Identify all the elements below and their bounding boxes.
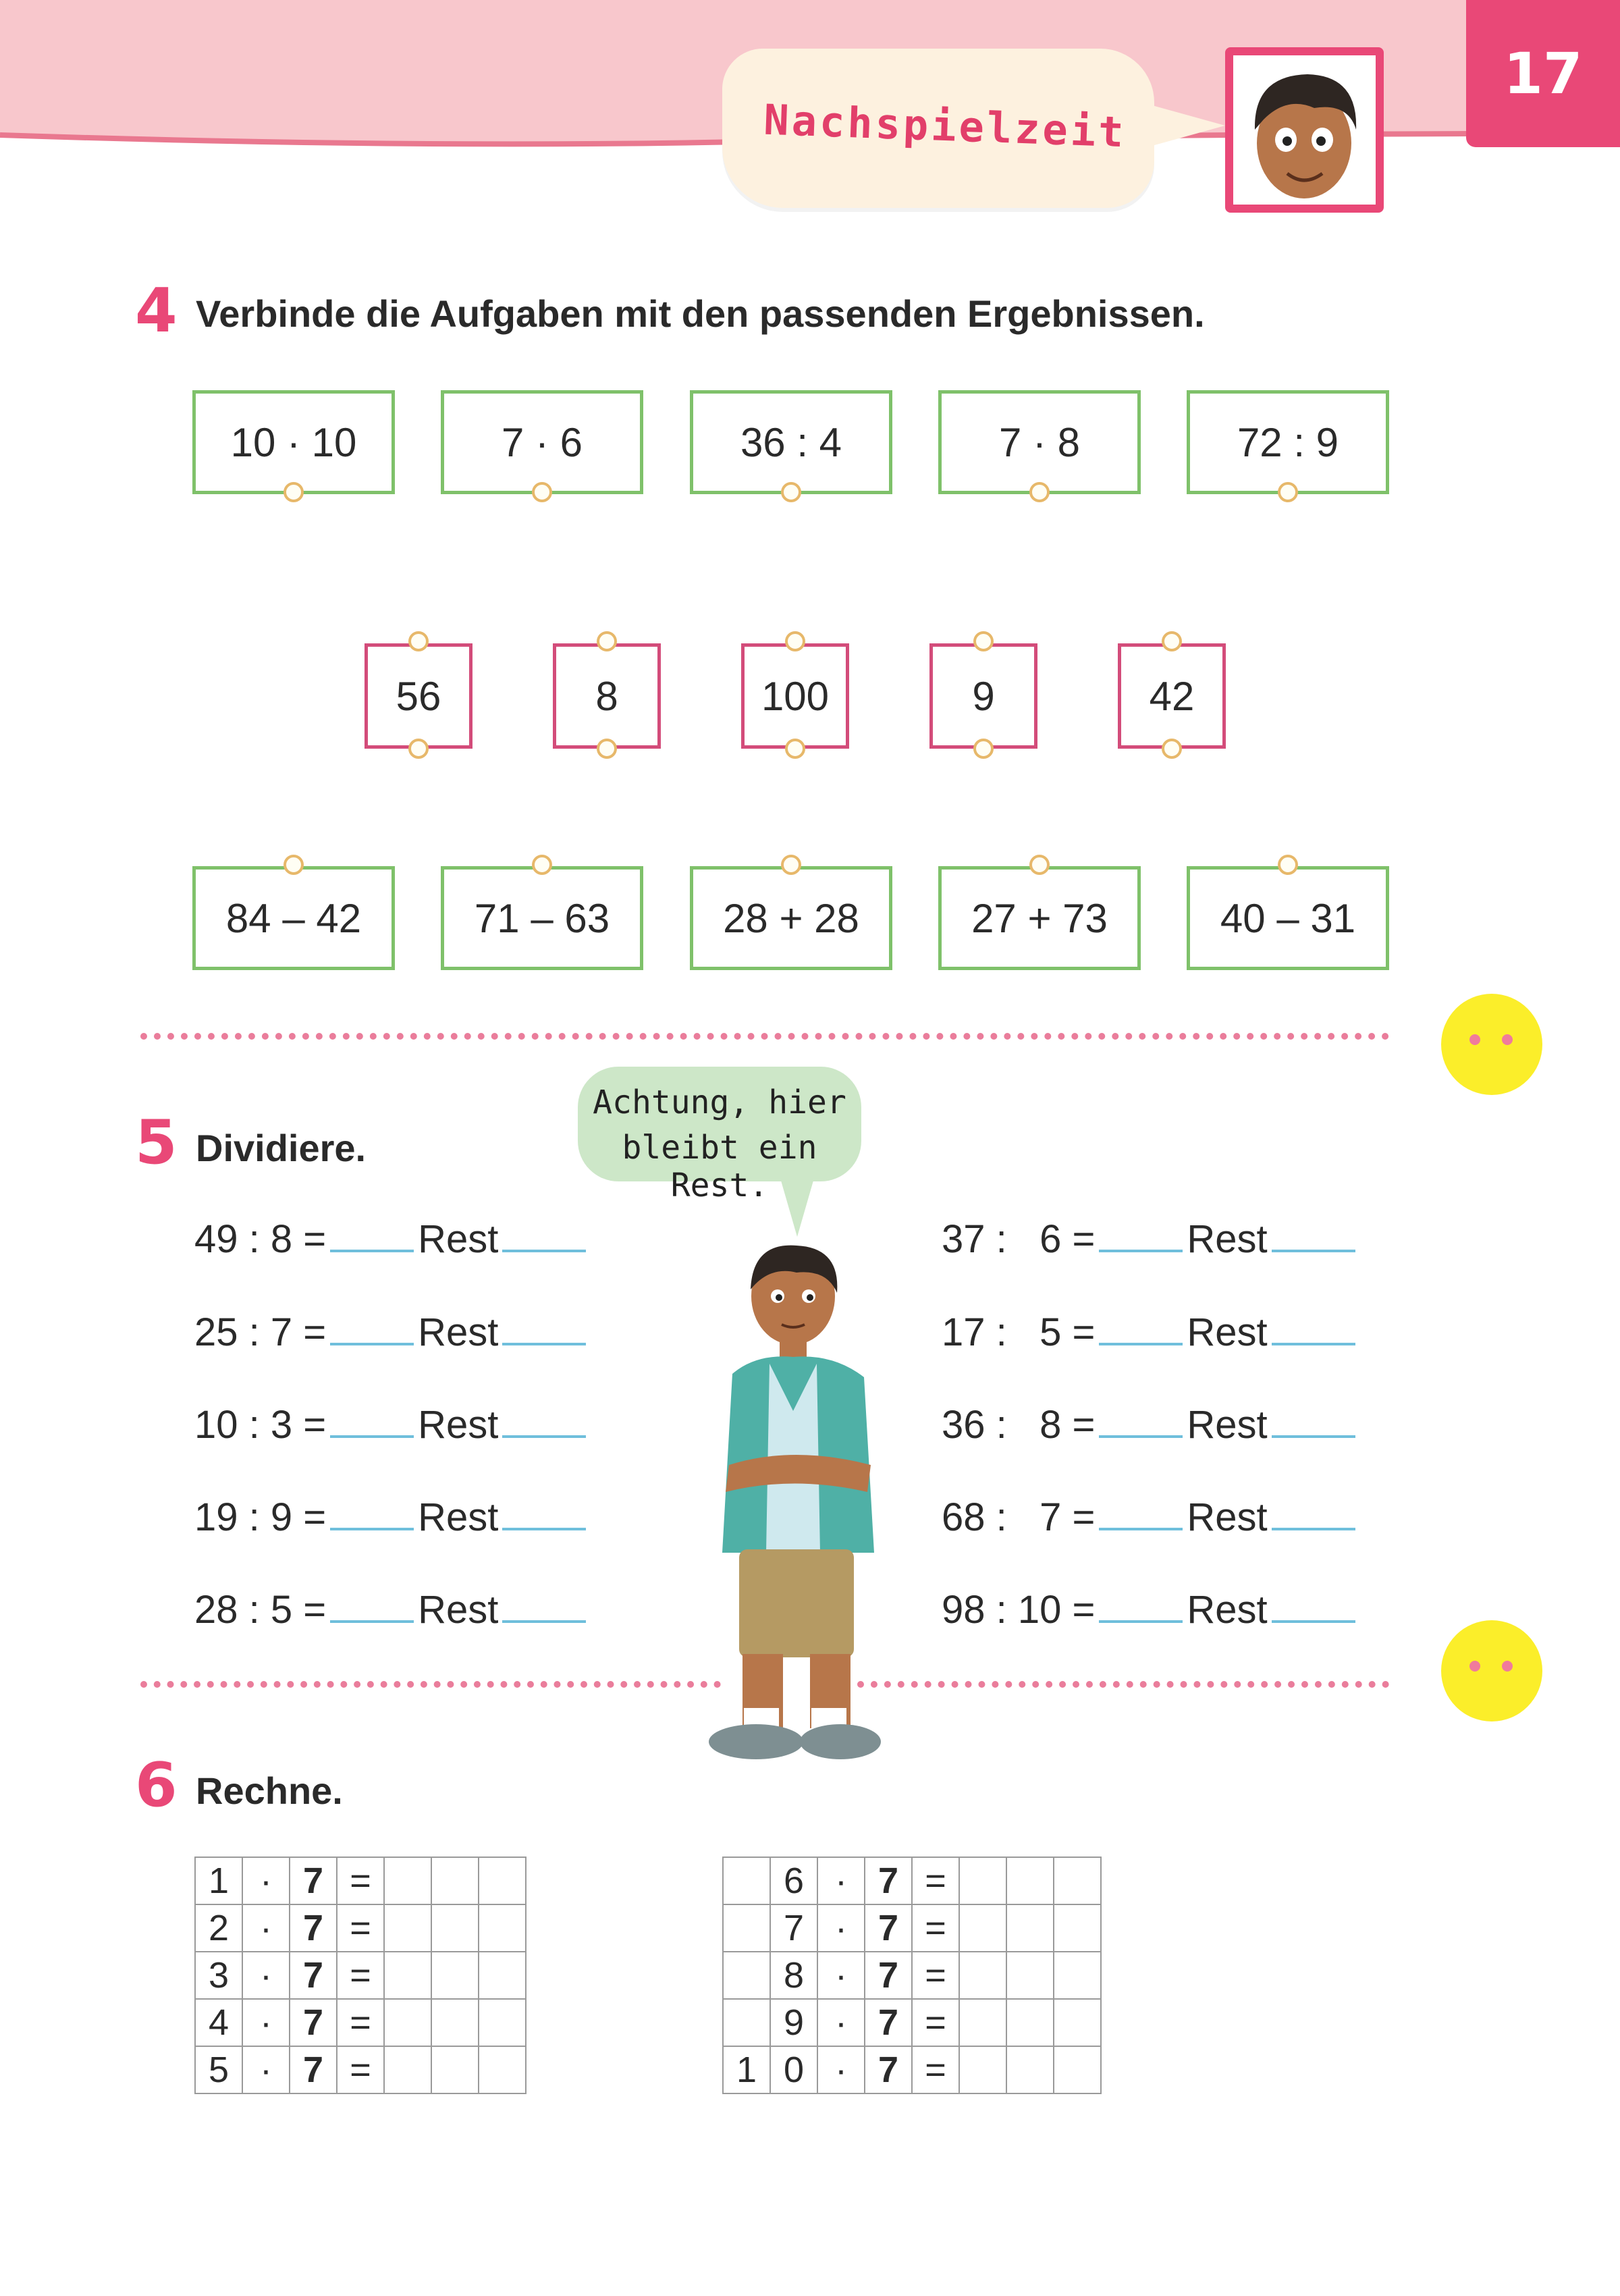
grid-cell: 7 <box>865 1999 912 2046</box>
connector-dot[interactable] <box>284 482 304 502</box>
division-task: 98 : 10 = <box>942 1588 1096 1632</box>
connector-dot[interactable] <box>785 631 805 651</box>
grid-cell: · <box>242 1952 290 1999</box>
answer-cell[interactable] <box>1006 1904 1054 1952</box>
division-row <box>194 1587 590 1632</box>
grid-cell <box>723 1857 770 1904</box>
grid-cell: · <box>817 2046 865 2093</box>
division-row <box>942 1587 1359 1632</box>
result-box: 42 <box>1118 643 1226 749</box>
exercise-5-instruction: Dividiere. <box>196 1127 367 1169</box>
division-row <box>942 1217 1359 1262</box>
answer-cell[interactable] <box>1006 2046 1054 2093</box>
division-row <box>194 1495 590 1540</box>
division-row <box>942 1402 1359 1447</box>
boy-face-icon <box>1233 55 1376 205</box>
grid-row <box>723 2046 1101 2093</box>
connector-dot[interactable] <box>408 739 429 759</box>
result-box: 100 <box>741 643 849 749</box>
answer-cell[interactable] <box>959 2046 1006 2093</box>
smiley-rating-icon[interactable] <box>1441 994 1542 1095</box>
result-box: 9 <box>929 643 1037 749</box>
answer-blank[interactable] <box>330 1620 414 1623</box>
division-row <box>942 1495 1359 1540</box>
grid-cell: · <box>242 1904 290 1952</box>
division-task: 25 : 7 = <box>194 1310 327 1354</box>
answer-cell[interactable] <box>479 1999 526 2046</box>
page-title: Nachspielzeit <box>763 95 1127 157</box>
section-divider <box>140 1681 721 1688</box>
grid-cell: 7 <box>290 2046 337 2093</box>
grid-row <box>723 1952 1101 1999</box>
rest-blank[interactable] <box>502 1250 586 1252</box>
grid-row <box>195 1857 526 1904</box>
connector-dot[interactable] <box>532 855 552 875</box>
connector-dot[interactable] <box>284 855 304 875</box>
grid-cell: = <box>912 1952 959 1999</box>
grid-cell: 7 <box>290 1999 337 2046</box>
grid-cell: 4 <box>195 1999 242 2046</box>
answer-cell[interactable] <box>1006 1857 1054 1904</box>
grid-cell: 0 <box>770 2046 817 2093</box>
answer-blank[interactable] <box>1099 1620 1183 1623</box>
grid-cell <box>723 1904 770 1952</box>
task-box: 27 + 73 <box>938 866 1141 970</box>
task-box: 28 + 28 <box>690 866 892 970</box>
connector-dot[interactable] <box>785 739 805 759</box>
division-row <box>194 1217 590 1262</box>
division-task: 37 : 6 = <box>942 1217 1096 1261</box>
connector-dot[interactable] <box>597 739 617 759</box>
answer-cell[interactable] <box>1006 1952 1054 1999</box>
answer-cell[interactable] <box>431 1952 479 1999</box>
answer-blank[interactable] <box>330 1528 414 1530</box>
rest-blank[interactable] <box>502 1528 586 1530</box>
result-box: 8 <box>553 643 661 749</box>
task-box: 71 – 63 <box>441 866 643 970</box>
grid-cell: = <box>337 1857 384 1904</box>
answer-cell[interactable] <box>1054 1904 1101 1952</box>
grid-row <box>195 1904 526 1952</box>
connector-dot[interactable] <box>532 482 552 502</box>
answer-cell[interactable] <box>431 1904 479 1952</box>
grid-cell: 6 <box>770 1857 817 1904</box>
boy-illustration <box>695 1242 911 1789</box>
grid-cell: 2 <box>195 1904 242 1952</box>
answer-cell[interactable] <box>384 1857 431 1904</box>
grid-row <box>723 1904 1101 1952</box>
answer-cell[interactable] <box>384 1904 431 1952</box>
grid-cell: = <box>912 1857 959 1904</box>
answer-blank[interactable] <box>330 1250 414 1252</box>
answer-cell[interactable] <box>1054 1857 1101 1904</box>
grid-cell: 7 <box>770 1904 817 1952</box>
task-box: 36 : 4 <box>690 390 892 494</box>
division-task: 49 : 8 = <box>194 1217 327 1261</box>
grid-cell <box>723 1999 770 2046</box>
rest-blank[interactable] <box>1272 1250 1355 1252</box>
answer-cell[interactable] <box>1054 2046 1101 2093</box>
rest-label: Rest <box>418 1217 499 1261</box>
grid-cell: · <box>817 1904 865 1952</box>
grid-row <box>723 1999 1101 2046</box>
grid-row <box>195 2046 526 2093</box>
task-box: 7 · 6 <box>441 390 643 494</box>
grid-cell: · <box>817 1952 865 1999</box>
answer-cell[interactable] <box>1054 1952 1101 1999</box>
grid-cell: 7 <box>865 1952 912 1999</box>
page-number: 17 <box>1503 41 1583 107</box>
answer-blank[interactable] <box>1099 1250 1183 1252</box>
division-task: 19 : 9 = <box>194 1495 327 1539</box>
connector-dot[interactable] <box>597 631 617 651</box>
rest-label: Rest <box>418 1495 499 1539</box>
multiplication-grid-left <box>194 1857 526 2094</box>
exercise-4-instruction: Verbinde die Aufgaben mit den passenden Ergebnissen. <box>196 292 1205 335</box>
grid-cell: · <box>817 1857 865 1904</box>
avatar <box>1225 47 1384 213</box>
grid-cell: 7 <box>290 1952 337 1999</box>
rest-label: Rest <box>418 1588 499 1632</box>
answer-cell[interactable] <box>479 2046 526 2093</box>
connector-dot[interactable] <box>408 631 429 651</box>
division-task: 17 : 5 = <box>942 1310 1096 1354</box>
grid-cell <box>723 1952 770 1999</box>
division-row <box>942 1310 1359 1355</box>
task-box: 7 · 8 <box>938 390 1141 494</box>
answer-cell[interactable] <box>959 1999 1006 2046</box>
smiley-rating-icon[interactable] <box>1441 1620 1542 1721</box>
rest-label: Rest <box>1187 1217 1268 1261</box>
rest-label: Rest <box>1187 1588 1268 1632</box>
exercise-6-number: 6 <box>135 1750 178 1821</box>
answer-cell[interactable] <box>431 2046 479 2093</box>
connector-dot[interactable] <box>973 739 994 759</box>
grid-row <box>195 1952 526 1999</box>
connector-dot[interactable] <box>1162 739 1182 759</box>
connector-dot[interactable] <box>973 631 994 651</box>
grid-cell: · <box>242 1857 290 1904</box>
division-row <box>194 1310 590 1355</box>
connector-dot[interactable] <box>1162 631 1182 651</box>
task-box: 84 – 42 <box>192 866 395 970</box>
rest-label: Rest <box>1187 1403 1268 1447</box>
rest-label: Rest <box>1187 1310 1268 1354</box>
rest-blank[interactable] <box>1272 1528 1355 1530</box>
grid-cell: = <box>337 1999 384 2046</box>
division-row <box>194 1402 590 1447</box>
connector-dot[interactable] <box>1029 855 1050 875</box>
grid-cell: = <box>912 1904 959 1952</box>
connector-dot[interactable] <box>781 855 801 875</box>
answer-cell[interactable] <box>384 1999 431 2046</box>
section-divider <box>140 1033 1389 1040</box>
answer-blank[interactable] <box>1099 1435 1183 1438</box>
grid-cell: · <box>242 2046 290 2093</box>
exercise-6-instruction: Rechne. <box>196 1769 343 1812</box>
connector-dot[interactable] <box>1278 482 1298 502</box>
answer-cell[interactable] <box>479 1857 526 1904</box>
answer-blank[interactable] <box>1099 1528 1183 1530</box>
grid-cell: · <box>242 1999 290 2046</box>
exercise-5-number: 5 <box>135 1107 178 1178</box>
answer-cell[interactable] <box>431 1857 479 1904</box>
division-task: 68 : 7 = <box>942 1495 1096 1539</box>
multiplication-grid-right <box>722 1857 1102 2094</box>
title-bubble-tail <box>1137 101 1225 150</box>
rest-blank[interactable] <box>502 1435 586 1438</box>
task-box: 10 · 10 <box>192 390 395 494</box>
speech-bubble-line: bleibt ein Rest. <box>622 1129 817 1204</box>
connector-dot[interactable] <box>1029 482 1050 502</box>
grid-cell: = <box>337 2046 384 2093</box>
answer-cell[interactable] <box>959 1857 1006 1904</box>
rest-blank[interactable] <box>1272 1435 1355 1438</box>
grid-cell: 1 <box>723 2046 770 2093</box>
answer-cell[interactable] <box>959 1904 1006 1952</box>
answer-blank[interactable] <box>330 1343 414 1345</box>
task-box: 72 : 9 <box>1187 390 1389 494</box>
answer-cell[interactable] <box>479 1904 526 1952</box>
answer-cell[interactable] <box>431 1999 479 2046</box>
answer-blank[interactable] <box>330 1435 414 1438</box>
connector-dot[interactable] <box>1278 855 1298 875</box>
grid-cell: = <box>912 2046 959 2093</box>
answer-cell[interactable] <box>384 2046 431 2093</box>
grid-cell: 7 <box>290 1904 337 1952</box>
grid-cell: 9 <box>770 1999 817 2046</box>
division-task: 28 : 5 = <box>194 1588 327 1632</box>
answer-cell[interactable] <box>1054 1999 1101 2046</box>
rest-blank[interactable] <box>1272 1620 1355 1623</box>
grid-cell: 7 <box>865 1904 912 1952</box>
grid-row <box>723 1857 1101 1904</box>
answer-cell[interactable] <box>1006 1999 1054 2046</box>
answer-cell[interactable] <box>384 1952 431 1999</box>
rest-blank[interactable] <box>502 1620 586 1623</box>
rest-label: Rest <box>1187 1495 1268 1539</box>
grid-cell: 8 <box>770 1952 817 1999</box>
grid-cell: 5 <box>195 2046 242 2093</box>
rest-blank[interactable] <box>502 1343 586 1345</box>
grid-cell: = <box>337 1952 384 1999</box>
grid-cell: = <box>337 1904 384 1952</box>
rest-label: Rest <box>418 1403 499 1447</box>
rest-label: Rest <box>418 1310 499 1354</box>
grid-cell: 7 <box>290 1857 337 1904</box>
rest-blank[interactable] <box>1272 1343 1355 1345</box>
task-box: 40 – 31 <box>1187 866 1389 970</box>
grid-cell: 7 <box>865 1857 912 1904</box>
section-divider <box>857 1681 1389 1688</box>
answer-cell[interactable] <box>479 1952 526 1999</box>
grid-cell: = <box>912 1999 959 2046</box>
answer-cell[interactable] <box>959 1952 1006 1999</box>
result-box: 56 <box>364 643 473 749</box>
exercise-4-number: 4 <box>135 275 178 346</box>
grid-cell: · <box>817 1999 865 2046</box>
connector-dot[interactable] <box>781 482 801 502</box>
grid-cell: 3 <box>195 1952 242 1999</box>
grid-cell: 7 <box>865 2046 912 2093</box>
grid-row <box>195 1999 526 2046</box>
division-task: 10 : 3 = <box>194 1403 327 1447</box>
speech-bubble-line: Achtung, hier <box>593 1084 846 1121</box>
answer-blank[interactable] <box>1099 1343 1183 1345</box>
division-task: 36 : 8 = <box>942 1403 1096 1447</box>
grid-cell: 1 <box>195 1857 242 1904</box>
